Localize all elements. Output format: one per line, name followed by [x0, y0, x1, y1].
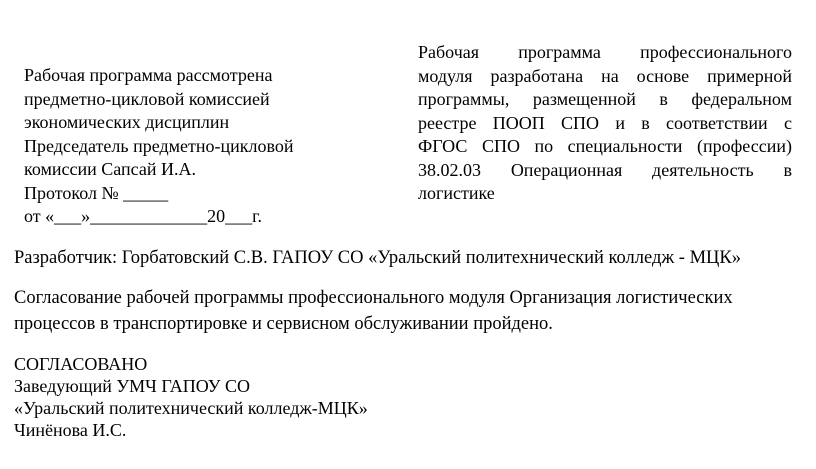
word: СПО: [561, 112, 600, 133]
word: ПООП: [492, 112, 545, 133]
word: и: [615, 112, 625, 133]
basis-line: [418, 159, 792, 183]
word: соответствии: [665, 112, 768, 133]
signoff-heading: СОГЛАСОВАНО: [14, 354, 148, 374]
word: Операционная: [510, 159, 623, 180]
word: по: [534, 136, 554, 156]
developer-line: [14, 246, 741, 270]
signoff-position: Заведующий УМЧ ГАПОУ СО: [14, 376, 251, 396]
word: профессионального: [640, 42, 792, 62]
word: 38.02.03: [418, 159, 481, 180]
approval-line: процессов в транспортировке и сервисном обслуживании пройдено.: [14, 314, 553, 334]
approval-statement: [14, 285, 733, 337]
word: модуля: [418, 65, 473, 86]
basis-line: [418, 112, 792, 136]
review-line: Рабочая программа рассмотрена: [24, 65, 273, 85]
basis-line: [418, 65, 792, 89]
word: реестре: [418, 112, 477, 133]
word: в: [641, 112, 650, 133]
developer-text: Разработчик: Горбатовский С.В. ГАПОУ СО «Уральский политехнический колледж - МЦК»: [14, 248, 741, 268]
review-line: экономических дисциплин: [24, 112, 230, 132]
word: Рабочая: [418, 42, 480, 62]
basis-line: [418, 135, 792, 159]
word: размещенной: [532, 89, 636, 109]
approval-line: Согласование рабочей программы профессионального модуля Организация логистических: [14, 288, 733, 308]
word: с: [783, 112, 792, 133]
word: деятельность: [652, 159, 754, 180]
word: логистике: [418, 183, 495, 203]
word: основе: [636, 65, 690, 86]
basis-line: [418, 88, 792, 112]
protocol-number: Протокол № _____: [24, 182, 169, 203]
program-basis-statement: [418, 41, 792, 206]
signoff-name: Чинёнова И.С.: [14, 420, 127, 440]
signoff-block: [14, 353, 368, 441]
review-statement: [24, 64, 294, 229]
word: разработана: [490, 65, 584, 86]
basis-line: [418, 182, 792, 206]
review-line: предметно-цикловой комиссией: [24, 88, 270, 109]
word: на: [601, 65, 619, 86]
word: специальности: [567, 136, 683, 156]
word: федеральном: [691, 89, 792, 109]
chairman-line: Председатель предметно-цикловой: [24, 135, 294, 156]
word: СПО: [481, 136, 520, 156]
protocol-date: от «___»_____________20___г.: [24, 206, 262, 226]
word: программы,: [418, 89, 510, 109]
signoff-organization: «Уральский политехнический колледж-МЦК»: [14, 398, 368, 418]
word: программа: [518, 42, 601, 62]
word: примерной: [707, 65, 792, 86]
word: в: [659, 89, 668, 109]
chairman-name: комиссии Сапсай И.А.: [24, 159, 196, 179]
word: ФГОС: [418, 136, 468, 156]
basis-line: [418, 41, 792, 65]
word: (профессии): [696, 136, 792, 156]
word: в: [783, 159, 792, 180]
